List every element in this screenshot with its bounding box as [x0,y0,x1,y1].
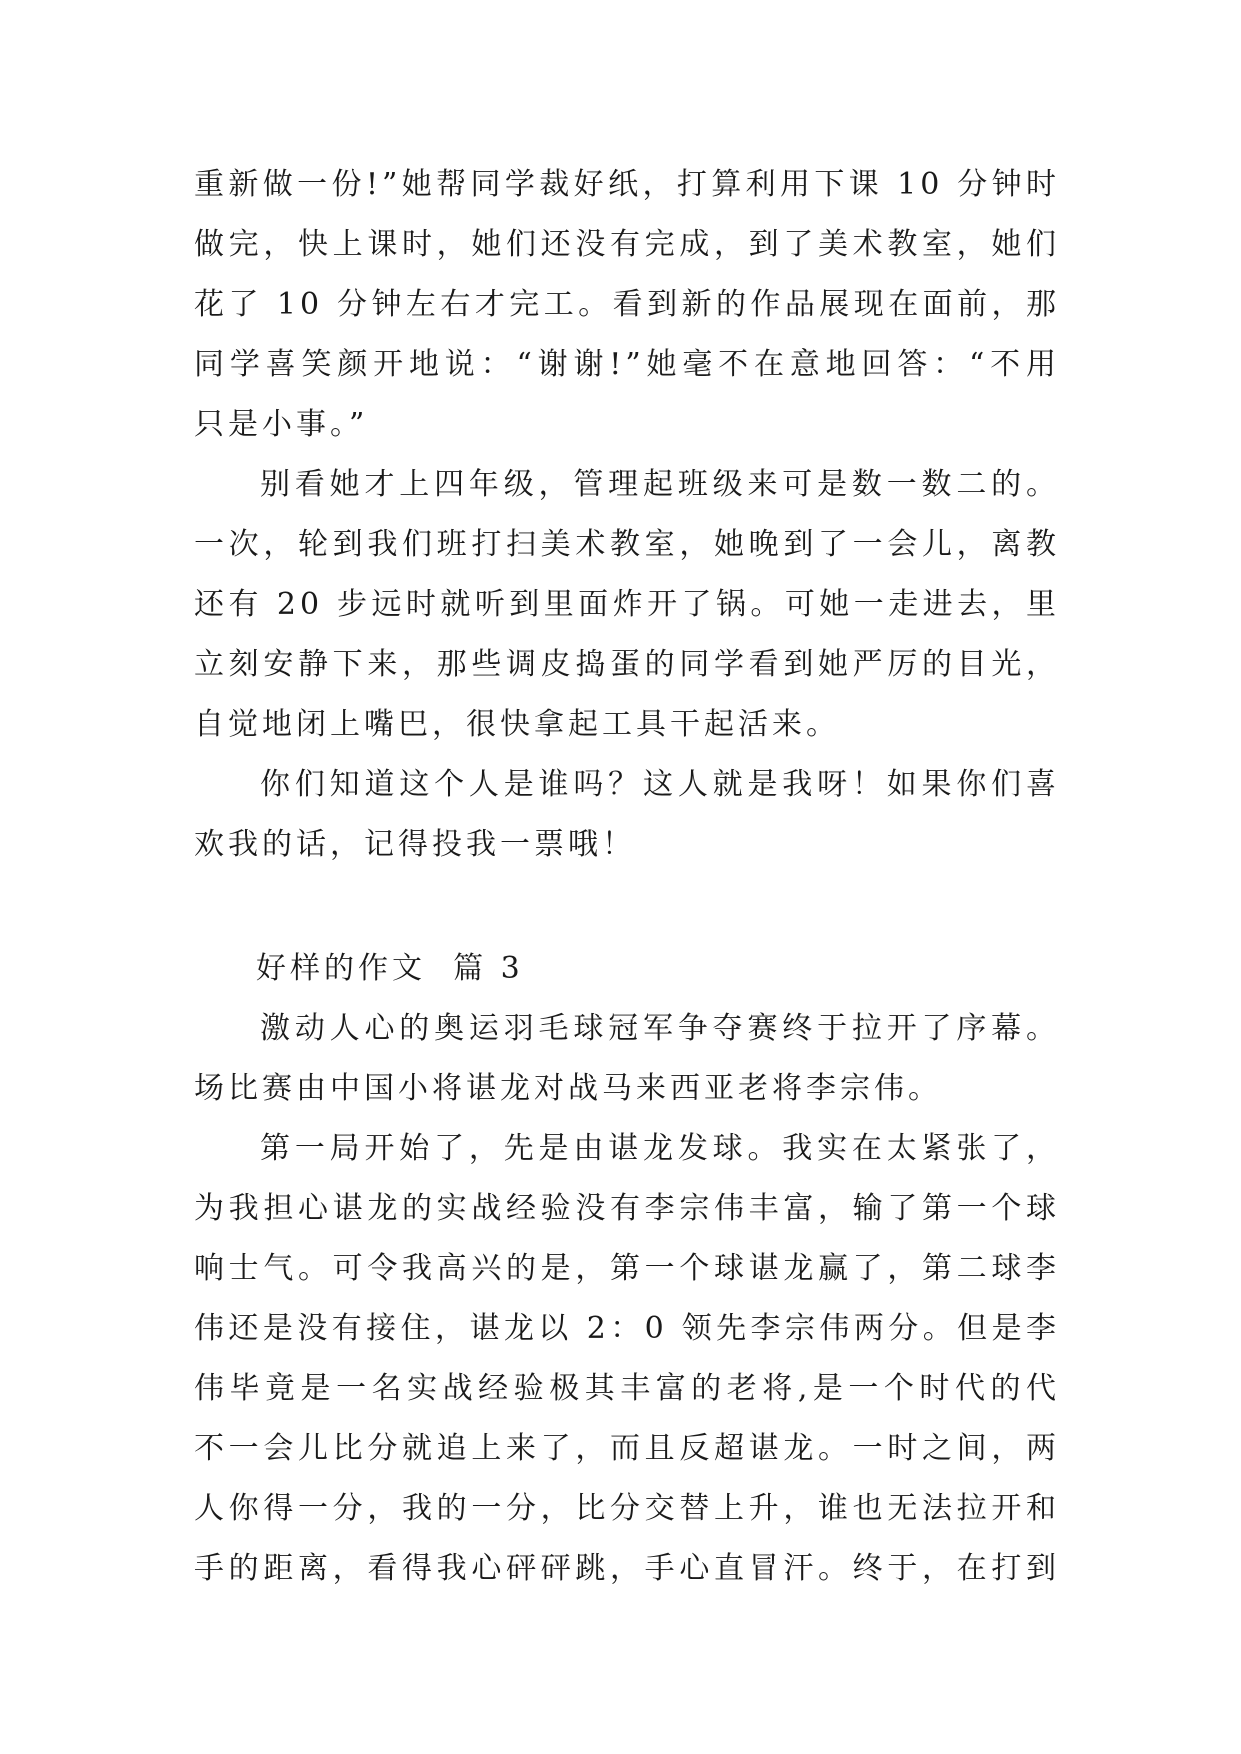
text-line: 自觉地闭上嘴巴，很快拿起工具干起活来。 [194,707,840,742]
section-spacer [194,875,1060,939]
text-line: 重新做一份!”她帮同学裁好纸，打算利用下课 10 分钟时 [194,167,1060,202]
paragraph [194,155,1060,455]
paragraph [194,755,1060,875]
text-line: 做完，快上课时，她们还没有完成，到了美术教室，她们 [194,227,1060,262]
body-text [194,155,1060,1599]
text-line: 场比赛由中国小将谌龙对战马来西亚老将李宗伟。 [194,1071,942,1106]
text-line: 人你得一分，我的一分，比分交替上升，谁也无法拉开和 [194,1491,1060,1526]
text-line: 手的距离，看得我心砰砰跳，手心直冒汗。终于，在打到 [194,1551,1060,1586]
section-heading: 好样的作文 篇 3 [256,951,524,986]
text-line: 不一会儿比分就追上来了，而且反超谌龙。一时之间，两 [194,1431,1060,1466]
text-line: 立刻安静下来，那些调皮捣蛋的同学看到她严厉的目光， [194,647,1060,682]
text-line: 别看她才上四年级，管理起班级来可是数一数二的。 [260,467,1060,502]
text-line: 还有 20 步远时就听到里面炸开了锅。可她一走进去，里 [194,587,1060,622]
text-line: 第一局开始了，先是由谌龙发球。我实在太紧张了， [260,1131,1060,1166]
paragraph [194,999,1060,1119]
text-line: 伟毕竟是一名实战经验极其丰富的老将,是一个时代的代 [194,1371,1060,1406]
text-line: 同学喜笑颜开地说：“谢谢!”她毫不在意地回答：“不用 [194,347,1060,382]
text-line: 只是小事。” [194,407,369,442]
text-line: 激动人心的奥运羽毛球冠军争夺赛终于拉开了序幕。 [260,1011,1060,1046]
text-line: 伟还是没有接住，谌龙以 2：0 领先李宗伟两分。但是李 [194,1311,1060,1346]
text-line: 为我担心谌龙的实战经验没有李宗伟丰富，输了第一个球 [194,1191,1060,1226]
paragraph [194,1119,1060,1599]
paragraph [194,455,1060,755]
text-line: 欢我的话，记得投我一票哦！ [194,827,636,862]
text-line: 一次，轮到我们班打扫美术教室，她晚到了一会儿，离教 [194,527,1060,562]
text-line: 花了 10 分钟左右才完工。看到新的作品展现在面前，那 [194,287,1060,322]
text-line: 你们知道这个人是谁吗？这人就是我呀！如果你们喜 [260,767,1060,802]
text-line: 响士气。可令我高兴的是，第一个球谌龙赢了，第二球李 [194,1251,1060,1286]
